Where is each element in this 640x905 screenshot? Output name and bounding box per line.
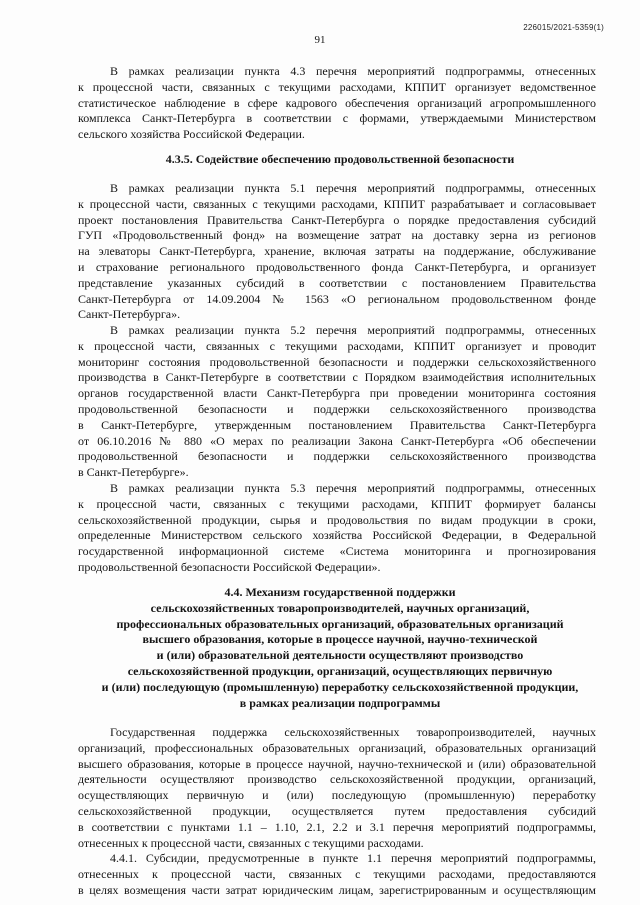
paragraph-line: сельскохозяйственной продукции, осуществляется путем предоставления субсидий [78, 803, 596, 818]
paragraph-line: высшего образования, которые в процессе научной, научно-технической и (или) образовательной [78, 756, 596, 771]
paragraph-line: производства в Санкт-Петербурге в соответствии с Порядком взаимодействия исполнительных [78, 370, 596, 385]
paragraph-line: мониторинг состояния продовольственной безопасности и поддержки сельскохозяйственного [78, 354, 596, 369]
paragraph-line: к процессной части, связанных с текущими расходами, КППИТ формирует балансы [78, 496, 596, 511]
heading-line: сельскохозяйственных товаропроизводителей, научных организаций, [150, 600, 530, 615]
paragraph-line: продовольственной безопасности Российской Федерации». [78, 559, 381, 574]
paragraph-line: В рамках реализации пункта 5.1 перечня мероприятий подпрограммы, отнесенных [110, 181, 596, 195]
paragraph-line: комплекса Санкт-Петербурга в соответствии с формами, утверждаемыми Министерством [78, 111, 596, 126]
paragraph-line: представление указанных субсидий в соответствии с постановлением Правительства [78, 275, 596, 290]
paragraph-line: сельскохозяйственной продукции, сырья и продовольствия по видам продукции в сроки, [78, 512, 596, 527]
paragraph-line: статистическое наблюдение в сфере кадрового обеспечения организаций агропромышленного [78, 95, 596, 110]
paragraph-line: В рамках реализации пункта 5.3 перечня мероприятий подпрограммы, отнесенных [110, 481, 596, 495]
heading-line: и (или) образовательной деятельности осуществляют производство [156, 648, 524, 663]
paragraph-line: к процессной части, связанных с текущими расходами, КППИТ организует и проводит [78, 338, 596, 353]
section-heading [60, 585, 620, 711]
paragraph-line: Государственная поддержка сельскохозяйственных товаропроизводителей, научных [110, 725, 596, 739]
paragraph-line: к процессной части, связанных с текущими расходами, КППИТ организует ведомственное [78, 79, 596, 94]
document-registration-number: 226015/2021-5359(1) [523, 23, 604, 32]
heading-line: высшего образования, которые в процессе научной, научно-технической [142, 632, 538, 647]
paragraph-line: В рамках реализации пункта 5.2 перечня мероприятий подпрограммы, отнесенных [110, 323, 596, 337]
paragraph-line: 4.4.1. Субсидии, предусмотренные в пункте 1.1 перечня мероприятий подпрограммы, [110, 851, 596, 865]
heading-line: и (или) последующую (промышленную) переработку сельскохозяйственной продукции, [101, 679, 579, 694]
paragraph-line: осуществляющих первичную и (или) последующую (промышленную) переработку [78, 788, 596, 803]
paragraph-line: Санкт-Петербурга». [78, 307, 181, 322]
paragraph [78, 851, 596, 898]
paragraph-line: на элеваторы Санкт-Петербурга, хранение, включая затраты на поддержание, обслуживание [78, 244, 596, 259]
paragraph-line: В рамках реализации пункта 4.3 перечня мероприятий подпрограммы, отнесенных [110, 64, 596, 78]
paragraph-line: в целях возмещения части затрат юридическим лицам, зарегистрированным и осуществляющим [78, 882, 596, 897]
paragraph-line: в Санкт-Петербурге». [78, 465, 189, 480]
paragraph-line: деятельности осуществляют производство сельскохозяйственной продукции, организаций, [78, 772, 596, 787]
paragraph-line: проект постановления Правительства Санкт-Петербурга о порядке предоставления субсидий [78, 212, 596, 227]
paragraph-line: Санкт-Петербурга от 14.09.2004 № 1563 «О региональном продовольственном фонде [78, 291, 596, 306]
page-number: 91 [314, 34, 326, 46]
paragraph [78, 64, 596, 143]
paragraph-line: отнесенных к процессной части, связанных с текущими расходами. [78, 835, 424, 850]
paragraph [78, 481, 596, 576]
paragraph-line: определенные Министерством сельского хозяйства Российской Федерации, в Федеральной [78, 528, 596, 543]
heading-line: 4.3.5. Содействие обеспечению продовольственной безопасности [165, 152, 515, 166]
paragraph-line: органов государственной власти Санкт-Петербурга при проведении мониторинга состояния [78, 386, 596, 401]
heading-line: в рамках реализации подпрограммы [239, 695, 441, 710]
paragraph-line: отнесенных к процессной части, связанных с текущими расходами, предоставляются [78, 866, 596, 881]
paragraph-line: от 06.10.2016 № 880 «О мерах по реализации Закона Санкт-Петербурга «Об обеспечении [78, 433, 596, 448]
section-heading [60, 152, 620, 168]
heading-line: профессиональных образовательных организаций, образовательных организаций [116, 616, 564, 631]
paragraph-line: государственной информационной системе «Система мониторинга и прогнозирования [78, 544, 596, 559]
paragraph-line: организаций, профессиональных образовательных организаций, образовательных организаций [78, 740, 596, 755]
paragraph [78, 181, 596, 323]
paragraph-line: ГУП «Продовольственный фонд» на возмещение затрат на доставку зерна из регионов [78, 228, 596, 243]
paragraph-line: в соответствии с пунктами 1.1 – 1.10, 2.1, 2.2 и 3.1 перечня мероприятий подпрограммы, [78, 819, 596, 834]
paragraph-line: сельского хозяйства Российской Федерации. [78, 127, 305, 142]
heading-line: сельскохозяйственной продукции, организаций, осуществляющих первичную [127, 663, 553, 678]
paragraph [78, 725, 596, 851]
paragraph-line: продовольственной безопасности и поддержки сельскохозяйственного производства [78, 401, 596, 416]
paragraph-line: к процессной части, связанных с текущими расходами, КППИТ разрабатывает и согласовывает [78, 196, 596, 211]
paragraph-line: и страхование регионального продовольственного фонда Санкт-Петербурга, и организует [78, 259, 596, 274]
paragraph-line: продовольственной безопасности и поддержки сельскохозяйственного производства [78, 449, 596, 464]
paragraph [78, 323, 596, 481]
paragraph-line: в Санкт-Петербурге, утвержденным постановлением Правительства Санкт-Петербурга [78, 417, 596, 432]
heading-line: 4.4. Механизм государственной поддержки [224, 585, 456, 599]
